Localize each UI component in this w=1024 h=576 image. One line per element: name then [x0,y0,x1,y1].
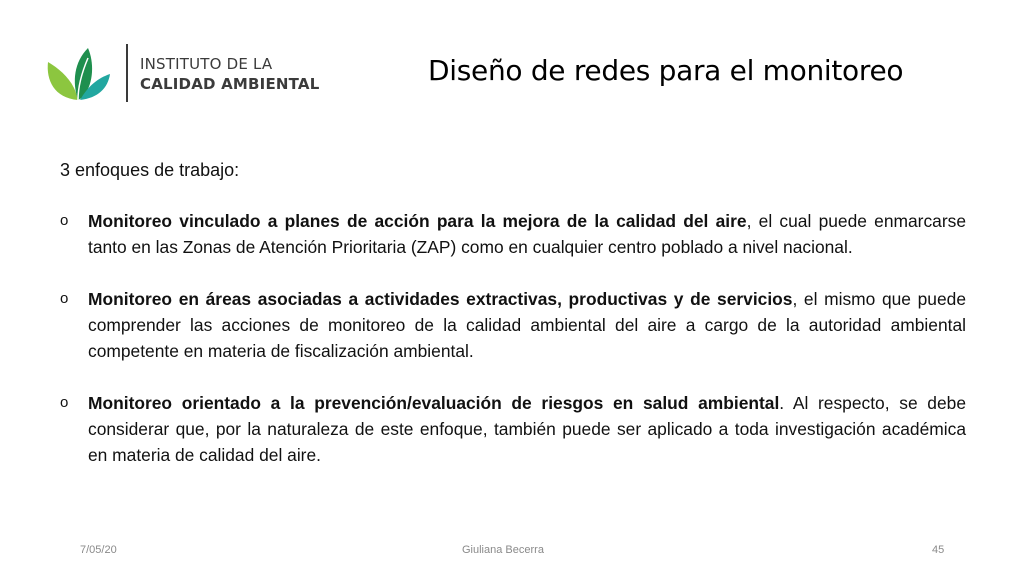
item-text: , el cual puede enmarcarse tanto en las Zonas de Atención Prioritaria (ZAP) como en cualquier centro poblado a nivel nacional. [88,211,966,257]
footer-author: Giuliana Becerra [462,544,544,556]
logo-text [140,54,319,94]
item-heading: Monitoreo en áreas asociadas a actividades extractivas, productivas y de servicios [88,289,793,309]
bullet-icon: o [60,290,69,307]
slide-title: Diseño de redes para el monitoreo [428,54,904,87]
logo-divider [126,44,128,102]
institute-logo [44,40,334,106]
list-item [60,390,966,468]
leaf-logo-icon [44,42,112,104]
item-text: . Al respecto, se debe considerar que, por la naturaleza de este enfoque, también puede ser aplicado a toda investigación académica en materia de calidad del aire. [88,393,966,465]
intro-text: 3 enfoques de trabajo: [60,160,240,180]
footer-date: 7/05/20 [80,544,117,556]
footer-page-number: 45 [932,544,945,556]
list-item [60,286,966,364]
approach-list [60,208,966,494]
item-text: , el mismo que puede comprender las acciones de monitoreo de la calidad ambiental del aire a cargo de la autoridad ambiental competente en materia de fiscalización ambiental. [88,289,966,361]
bullet-icon: o [60,394,69,411]
bullet-icon: o [60,212,69,229]
logo-line-1: INSTITUTO DE LA [140,55,273,73]
item-heading: Monitoreo vinculado a planes de acción para la mejora de la calidad del aire [88,211,747,231]
list-item [60,208,966,260]
logo-line-2: CALIDAD AMBIENTAL [140,75,320,93]
item-heading: Monitoreo orientado a la prevención/evaluación de riesgos en salud ambiental [88,393,780,413]
